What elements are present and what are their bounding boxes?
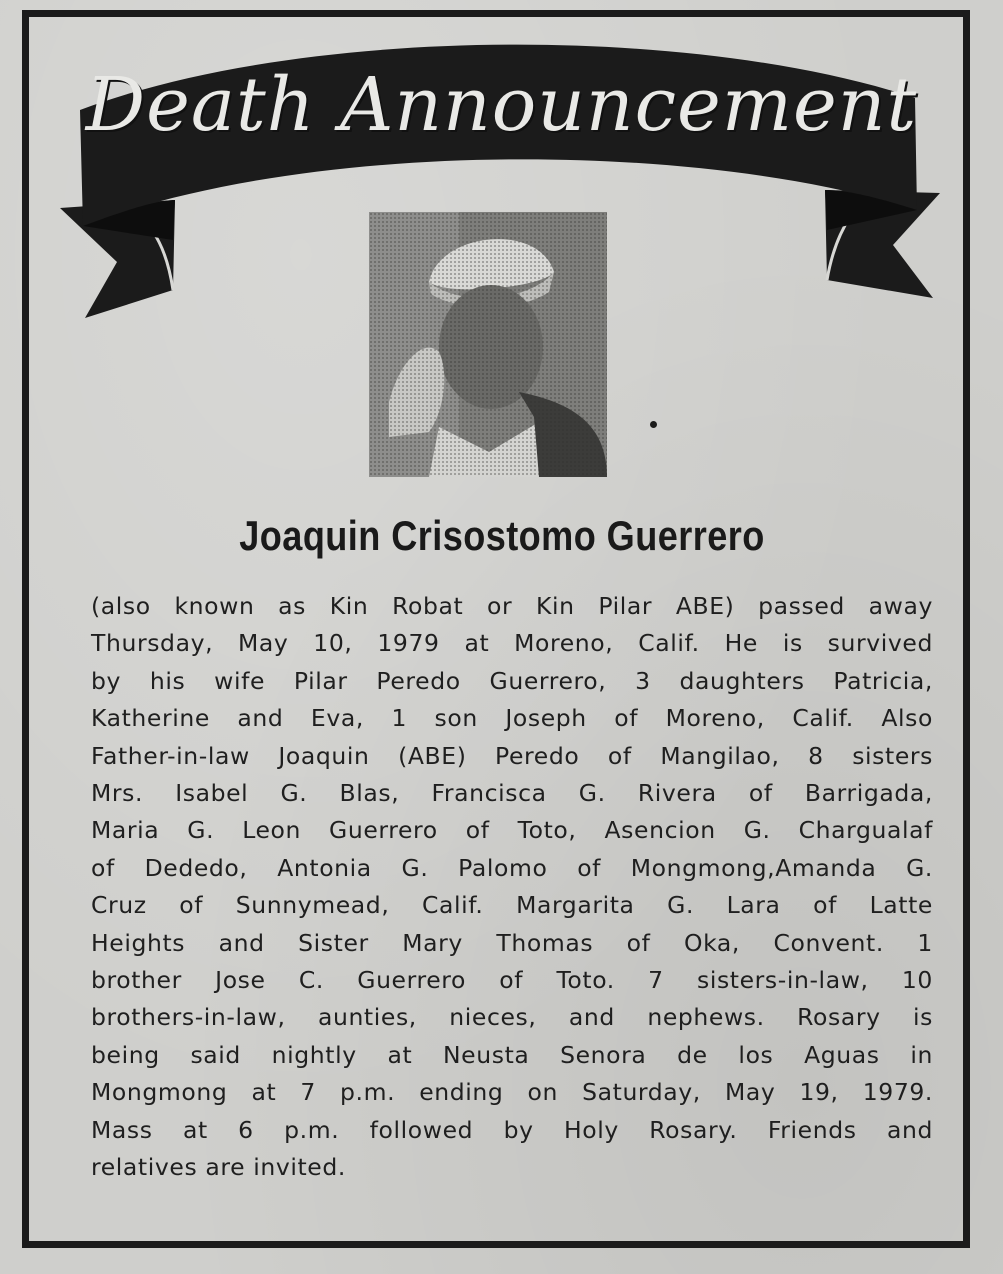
announcement-line: Mongmong at 7 p.m. ending on Saturday, May 19, 1979.	[91, 1078, 933, 1107]
announcement-body	[91, 588, 933, 1187]
portrait-silhouette	[369, 212, 607, 477]
announcement-line: Maria G. Leon Guerrero of Toto, Asencion G. Chargualaf	[91, 816, 933, 845]
announcement-line: (also known as Kin Robat or Kin Pilar ABE) passed away	[91, 592, 933, 620]
announcement-line: Mrs. Isabel G. Blas, Francisca G. Rivera of Barrigada,	[91, 779, 933, 808]
portrait-photo	[369, 212, 607, 477]
announcement-line: brothers-in-law, aunties, nieces, and nephews. Rosary is	[91, 1003, 933, 1032]
announcement-line: relatives are invited.	[91, 1153, 346, 1182]
ink-speck	[650, 421, 657, 428]
announcement-line: Heights and Sister Mary Thomas of Oka, Convent. 1	[91, 928, 933, 957]
deceased-name: Joaquin Crisostomo Guerrero	[239, 512, 765, 559]
announcement-line: Cruz of Sunnymead, Calif. Margarita G. Lara of Latte	[91, 891, 933, 920]
announcement-line: Mass at 6 p.m. followed by Holy Rosary. Friends and	[91, 1115, 933, 1144]
announcement-line: being said nightly at Neusta Senora de los Aguas in	[91, 1040, 933, 1069]
announcement-line: by his wife Pilar Peredo Guerrero, 3 daughters Patricia,	[91, 666, 933, 695]
announcement-line: Thursday, May 10, 1979 at Moreno, Calif. He is survived	[91, 629, 933, 658]
banner-title: Death Announcement	[85, 62, 918, 148]
announcement-line: Father-in-law Joaquin (ABE) Peredo of Mangilao, 8 sisters	[91, 741, 933, 770]
announcement-line: Katherine and Eva, 1 son Joseph of Moreno, Calif. Also	[91, 704, 933, 733]
announcement-line: of Dededo, Antonia G. Palomo of Mongmong,Amanda G.	[91, 853, 933, 882]
announcement-line: brother Jose C. Guerrero of Toto. 7 sisters-in-law, 10	[91, 966, 933, 995]
